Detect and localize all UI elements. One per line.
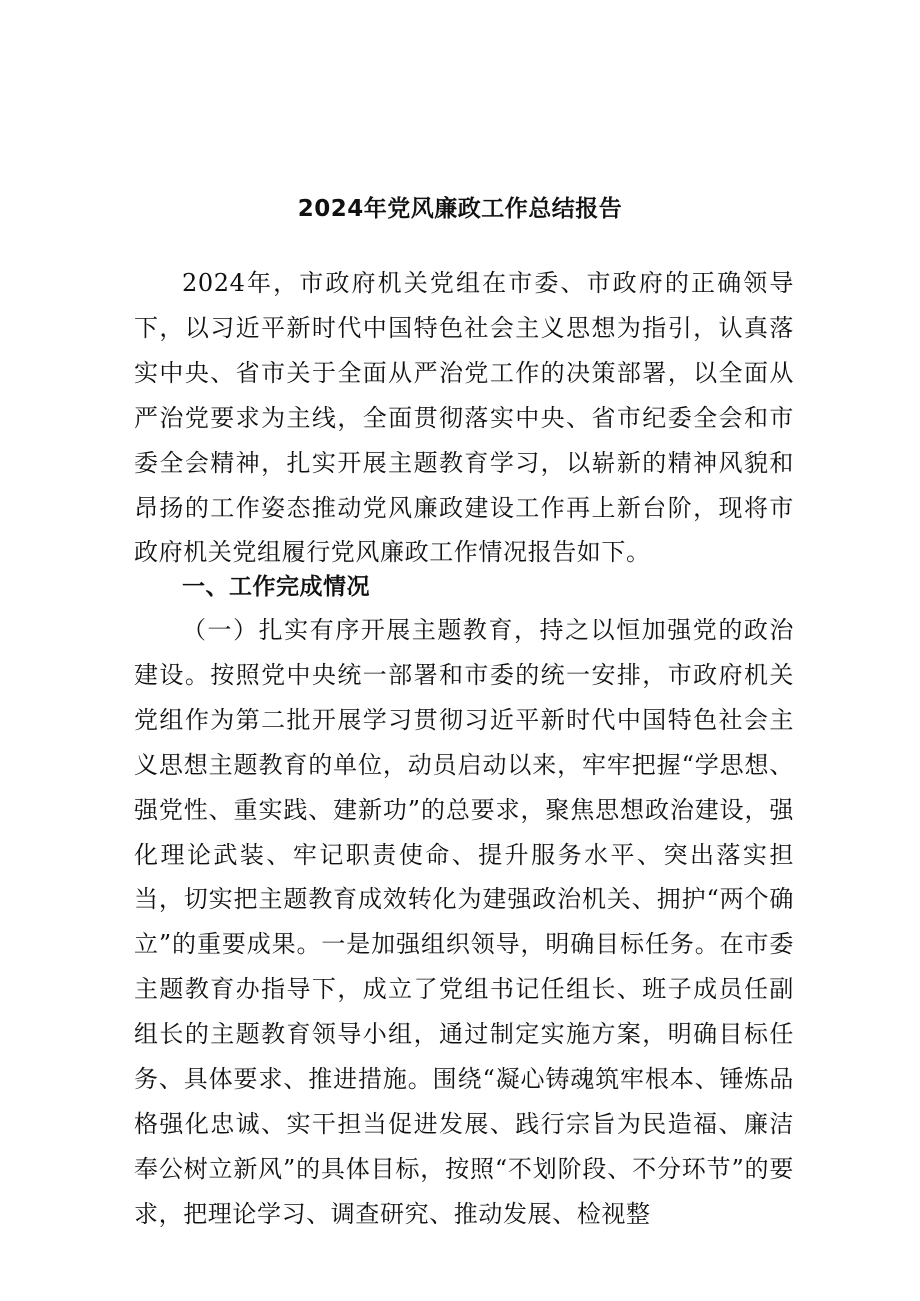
section-paragraph: （一）扎实有序开展主题教育，持之以恒加强党的政治建设。按照党中央统一部署和市委的统一安排，市政府机关党组作为第二批开展学习贯彻习近平新时代中国特色社会主义思想主题教育的单位，动员启动以来，牢牢把握“学思想、强党性、重实践、建新功”的总要求，聚焦思想政治建设，强化理论武装、牢记职责使命、提升服务水平、突出落实担当，切实把主题教育成效转化为建强政治机关、拥护“两个确立”的重要成果。一是加强组织领导，明确目标任务。在市委主题教育办指导下，成立了党组书记任组长、班子成员任副组长的主题教育领导小组，通过制定实施方案，明确目标任务、具体要求、推进措施。围绕“凝心铸魂筑牢根本、锤炼品格强化忠诚、实干担当促进发展、践行宗旨为民造福、廉洁奉公树立新风”的具体目标，按照“不划阶段、不分环节”的要求，把理论学习、调查研究、推动发展、检视整 bbox=[134, 616, 794, 1228]
intro-paragraph: 2024年，市政府机关党组在市委、市政府的正确领导下，以习近平新时代中国特色社会主义思想为指引，认真落实中央、省市关于全面从严治党工作的决策部署，以全面从严治党要求为主线，全面贯彻落实中央、省市纪委全会和市委全会精神，扎实开展主题教育学习，以崭新的精神风貌和昂扬的工作姿态推动党风廉政建设工作再上新台阶，现将市政府机关党组履行党风廉政工作情况报告如下。 bbox=[134, 269, 794, 567]
document-title: 2024年党风廉政工作总结报告 bbox=[297, 196, 623, 223]
section-heading: 一、工作完成情况 bbox=[182, 574, 370, 600]
